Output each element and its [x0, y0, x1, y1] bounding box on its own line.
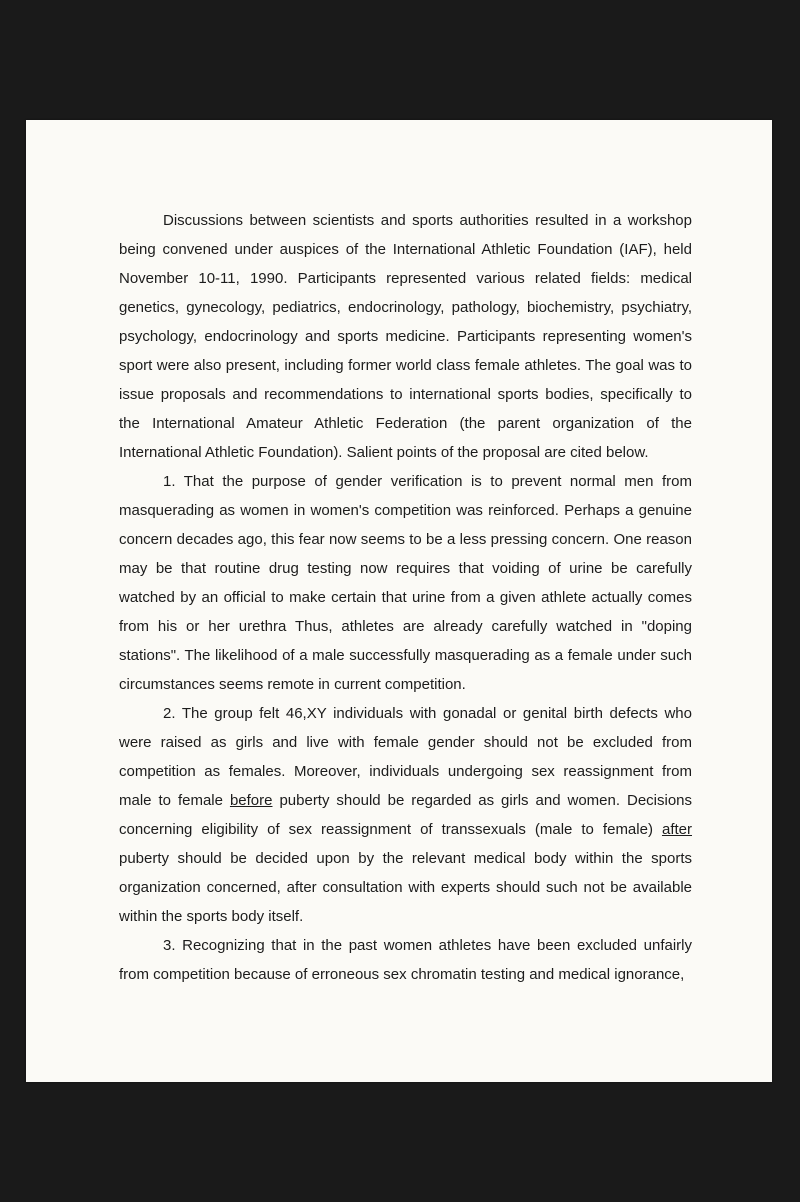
document-page	[26, 120, 772, 1082]
paragraph-intro	[119, 206, 692, 467]
paragraph-text: puberty should be decided upon by the relevant medical body within the sports organization concerned, after consultation with experts should such not be available within the sports body itself.	[119, 850, 692, 925]
document-body	[119, 206, 692, 989]
paragraph-point-2	[119, 699, 692, 931]
underlined-word-after: after	[661, 821, 692, 838]
paragraph-text: 2. The group felt 46,XY individuals with gonadal or genital birth defects who were raised as girls and live with female gender should not be excluded from competition as females. Moreover, individuals undergoing sex reassignment from male to female	[119, 705, 692, 809]
paragraph-text: 3. Recognizing that in the past women athletes have been excluded unfairly from competition because of erroneous sex chromatin testing and medical ignorance,	[119, 937, 692, 983]
paragraph-point-1	[119, 467, 692, 699]
paragraph-point-3	[119, 931, 692, 989]
paragraph-text: puberty should be regarded as girls and women. Decisions concerning eligibility of sex reassignment of transsexuals (male to female)	[119, 792, 693, 838]
underlined-word-before: before	[229, 792, 273, 809]
paragraph-text: Discussions between scientists and sports authorities resulted in a workshop being convened under auspices of the International Athletic Foundation (IAF), held November 10-11, 1990. Participants represented various related fields: medical genetics, gynecology, pediatrics, endocrinology, pathology, biochemistry, psychiatry, psychology, endocrinology and sports medicine. Participants representing women's sport were also present, including former world class female athletes. The goal was to issue proposals and recommendations to international sports bodies, specifically to the International Amateur Athletic Federation (the parent organization of the International Athletic Foundation). Salient points of the proposal are cited below.	[119, 212, 692, 461]
paragraph-text: 1. That the purpose of gender verification is to prevent normal men from masquerading as women in women's competition was reinforced. Perhaps a genuine concern decades ago, this fear now seems to be a less pressing concern. One reason may be that routine drug testing now requires that voiding of urine be carefully watched by an official to make certain that urine from a given athlete actually comes from his or her urethra Thus, athletes are already carefully watched in "doping stations". The likelihood of a male successfully masquerading as a female under such circumstances seems remote in current competition.	[119, 473, 692, 693]
